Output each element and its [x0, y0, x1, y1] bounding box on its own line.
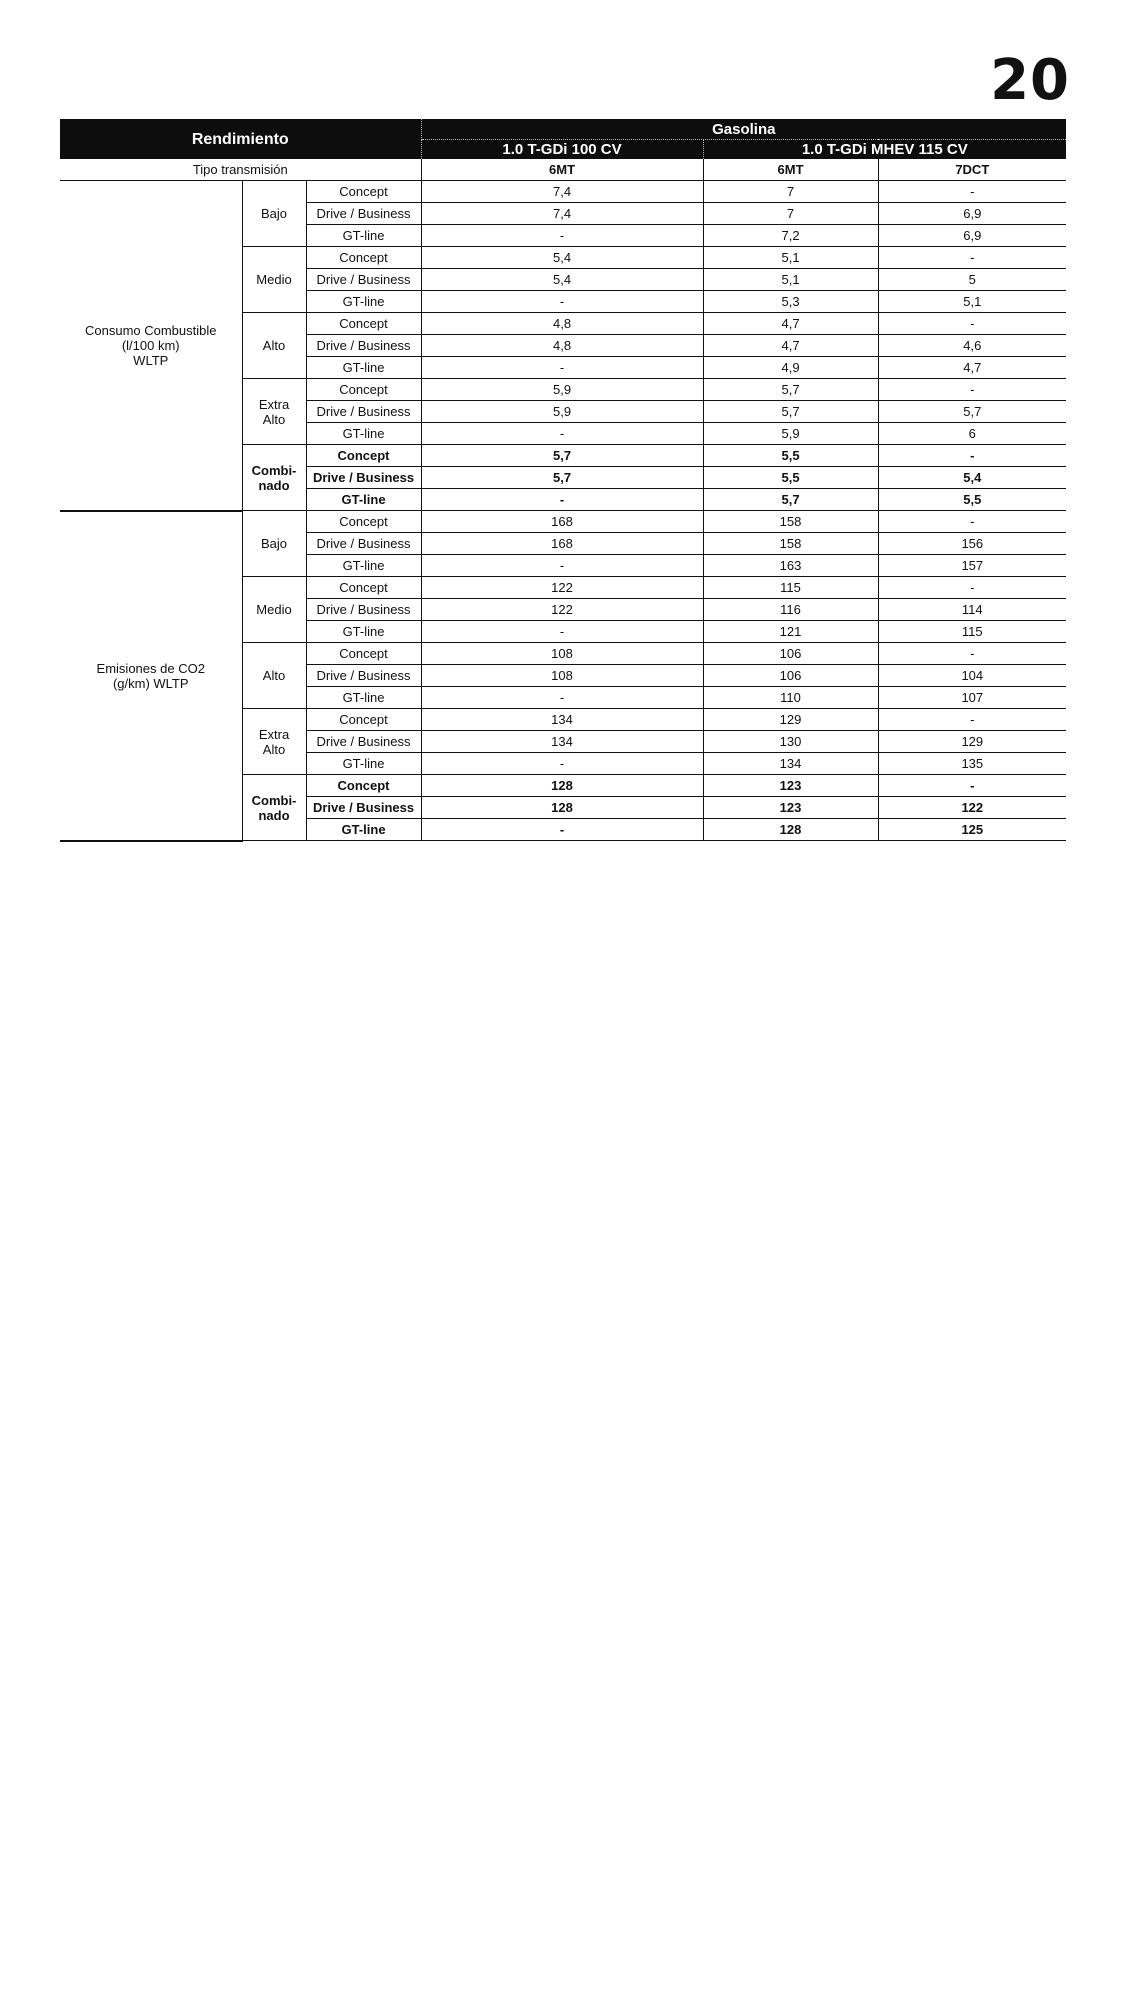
value-cell: 5,4: [421, 247, 703, 269]
header-row: [60, 119, 1066, 140]
value-cell: 157: [878, 555, 1066, 577]
value-cell: -: [421, 753, 703, 775]
value-cell: 130: [703, 731, 878, 753]
engine-header-100cv: 1.0 T-GDi 100 CV: [421, 140, 703, 160]
engine-header-mhev-115cv: 1.0 T-GDi MHEV 115 CV: [703, 140, 1066, 160]
value-cell: -: [878, 181, 1066, 203]
value-cell: 6,9: [878, 203, 1066, 225]
value-cell: 4,9: [703, 357, 878, 379]
trim-label: Concept: [306, 643, 421, 665]
trim-label: GT-line: [306, 555, 421, 577]
performance-table: [60, 119, 1066, 842]
value-cell: 168: [421, 533, 703, 555]
value-cell: -: [878, 775, 1066, 797]
value-cell: -: [878, 379, 1066, 401]
value-cell: 4,7: [703, 335, 878, 357]
fuel-type-header: Gasolina: [421, 119, 1066, 140]
value-cell: 163: [703, 555, 878, 577]
trim-label: Drive / Business: [306, 203, 421, 225]
trim-label: Drive / Business: [306, 269, 421, 291]
value-cell: -: [421, 357, 703, 379]
value-cell: 7,4: [421, 181, 703, 203]
value-cell: 129: [878, 731, 1066, 753]
value-cell: 5,5: [703, 445, 878, 467]
trim-label: GT-line: [306, 423, 421, 445]
value-cell: -: [421, 423, 703, 445]
transmission-value: 6MT: [703, 159, 878, 181]
cycle-label: Bajo: [242, 511, 306, 577]
trim-label: GT-line: [306, 753, 421, 775]
value-cell: 116: [703, 599, 878, 621]
value-cell: -: [878, 445, 1066, 467]
value-cell: -: [421, 819, 703, 841]
value-cell: 7,4: [421, 203, 703, 225]
value-cell: 5,4: [878, 467, 1066, 489]
value-cell: 7: [703, 203, 878, 225]
value-cell: 106: [703, 665, 878, 687]
trim-label: GT-line: [306, 357, 421, 379]
value-cell: 108: [421, 665, 703, 687]
transmission-value: 7DCT: [878, 159, 1066, 181]
value-cell: -: [421, 225, 703, 247]
value-cell: -: [878, 577, 1066, 599]
value-cell: 5,9: [421, 379, 703, 401]
trim-label: GT-line: [306, 291, 421, 313]
trim-label: Concept: [306, 379, 421, 401]
trim-label: Concept: [306, 181, 421, 203]
transmission-label: Tipo transmisión: [60, 159, 421, 181]
value-cell: 6,9: [878, 225, 1066, 247]
trim-label: Concept: [306, 445, 421, 467]
value-cell: 158: [703, 533, 878, 555]
value-cell: 123: [703, 797, 878, 819]
cycle-label: Extra Alto: [242, 709, 306, 775]
trim-label: Drive / Business: [306, 467, 421, 489]
value-cell: 134: [421, 709, 703, 731]
value-cell: 5,9: [703, 423, 878, 445]
trim-label: GT-line: [306, 687, 421, 709]
trim-label: GT-line: [306, 489, 421, 511]
value-cell: 5: [878, 269, 1066, 291]
value-cell: 7,2: [703, 225, 878, 247]
trim-label: Concept: [306, 511, 421, 533]
value-cell: 5,7: [703, 401, 878, 423]
value-cell: -: [421, 621, 703, 643]
value-cell: 4,8: [421, 335, 703, 357]
value-cell: 122: [878, 797, 1066, 819]
value-cell: 104: [878, 665, 1066, 687]
value-cell: 4,7: [703, 313, 878, 335]
trim-label: Concept: [306, 577, 421, 599]
cycle-label: Combi- nado: [242, 445, 306, 511]
metric-label: Consumo Combustible (l/100 km) WLTP: [60, 181, 242, 511]
value-cell: -: [878, 643, 1066, 665]
value-cell: 5,5: [703, 467, 878, 489]
trim-label: Drive / Business: [306, 797, 421, 819]
trim-label: Drive / Business: [306, 401, 421, 423]
value-cell: 168: [421, 511, 703, 533]
metric-label: Emisiones de CO2 (g/km) WLTP: [60, 511, 242, 841]
value-cell: 6: [878, 423, 1066, 445]
trim-label: Concept: [306, 709, 421, 731]
table-title: Rendimiento: [60, 119, 421, 159]
value-cell: 5,5: [878, 489, 1066, 511]
value-cell: -: [878, 511, 1066, 533]
value-cell: 123: [703, 775, 878, 797]
trim-label: Concept: [306, 775, 421, 797]
value-cell: 7: [703, 181, 878, 203]
value-cell: 156: [878, 533, 1066, 555]
value-cell: 5,7: [703, 379, 878, 401]
transmission-row: [60, 159, 1066, 181]
cycle-label: Medio: [242, 577, 306, 643]
value-cell: 128: [703, 819, 878, 841]
value-cell: 5,1: [703, 247, 878, 269]
trim-label: Drive / Business: [306, 665, 421, 687]
value-cell: 5,7: [421, 445, 703, 467]
value-cell: 115: [878, 621, 1066, 643]
value-cell: 121: [703, 621, 878, 643]
table-row: [60, 511, 1066, 533]
value-cell: -: [421, 687, 703, 709]
value-cell: 108: [421, 643, 703, 665]
value-cell: 5,7: [703, 489, 878, 511]
value-cell: 115: [703, 577, 878, 599]
value-cell: 122: [421, 577, 703, 599]
value-cell: 5,7: [878, 401, 1066, 423]
cycle-label: Alto: [242, 643, 306, 709]
value-cell: 107: [878, 687, 1066, 709]
value-cell: -: [421, 489, 703, 511]
value-cell: 5,4: [421, 269, 703, 291]
value-cell: 114: [878, 599, 1066, 621]
trim-label: Drive / Business: [306, 731, 421, 753]
value-cell: 5,7: [421, 467, 703, 489]
value-cell: 129: [703, 709, 878, 731]
value-cell: 5,3: [703, 291, 878, 313]
trim-label: Drive / Business: [306, 599, 421, 621]
value-cell: -: [878, 247, 1066, 269]
trim-label: Concept: [306, 313, 421, 335]
table-row: [60, 181, 1066, 203]
value-cell: 4,6: [878, 335, 1066, 357]
value-cell: -: [878, 709, 1066, 731]
value-cell: -: [421, 291, 703, 313]
value-cell: 110: [703, 687, 878, 709]
value-cell: 125: [878, 819, 1066, 841]
value-cell: 4,7: [878, 357, 1066, 379]
trim-label: Drive / Business: [306, 335, 421, 357]
value-cell: 134: [421, 731, 703, 753]
trim-label: GT-line: [306, 621, 421, 643]
value-cell: 5,9: [421, 401, 703, 423]
value-cell: 135: [878, 753, 1066, 775]
trim-label: Drive / Business: [306, 533, 421, 555]
value-cell: 4,8: [421, 313, 703, 335]
cycle-label: Alto: [242, 313, 306, 379]
cycle-label: Combi- nado: [242, 775, 306, 841]
value-cell: -: [421, 555, 703, 577]
value-cell: 128: [421, 797, 703, 819]
value-cell: 158: [703, 511, 878, 533]
cycle-label: Extra Alto: [242, 379, 306, 445]
value-cell: 5,1: [703, 269, 878, 291]
trim-label: GT-line: [306, 819, 421, 841]
trim-label: Concept: [306, 247, 421, 269]
transmission-value: 6MT: [421, 159, 703, 181]
value-cell: 134: [703, 753, 878, 775]
value-cell: -: [878, 313, 1066, 335]
value-cell: 122: [421, 599, 703, 621]
value-cell: 5,1: [878, 291, 1066, 313]
value-cell: 106: [703, 643, 878, 665]
page-number: 20: [990, 48, 1070, 113]
trim-label: GT-line: [306, 225, 421, 247]
value-cell: 128: [421, 775, 703, 797]
cycle-label: Medio: [242, 247, 306, 313]
cycle-label: Bajo: [242, 181, 306, 247]
